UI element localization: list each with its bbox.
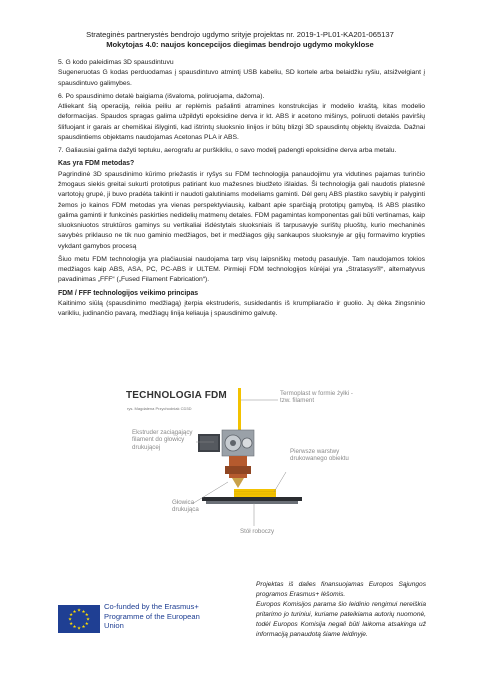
step5-text: Sugeneruotas G kodas perduodamas į spausdintuvo atmintį USB kabeliu, SD kortele arba belaidžiu ryšiu, atsižvelgiant į spausdintuvo galimybes. xyxy=(58,69,425,87)
fdm-paragraph-1: Pagrindinė 3D spausdinimo kūrimo priežastis ir ryšys su FDM technologija panaudojimu yra vidutines pajamas turinčio žmogaus siekis greitai sukurti prototipus patiriant kuo mažesnes biudžeto išlaidas. Ši technologija gali naudotis platesnė vartotojų grupė, ji buvo pradėta taikinti ir naudoti galutiniams modeliams gaminti. Dėl gerų ABS plastiko savybių ir palyginti žemos jo kainos FDM metodas yra vienas perspektyviausių, kalbant apie sparčiąją prototipų gamybą. Iš ABS plastiko galima gaminti ir funkcinės paskirties nedidelių matmenų detales. FDM pagamintas komponentas gali būti vertinamas, kaip sluoksniuotos struktūros gaminys su vertikaliai išdėstytais sluoksniais iš tarpusavyje surištų pluoštų, kurio mechaninės savybės priklauso ne tik nuo gaminio medžiagos, bet ir medžiagos gijų sankaupos sluoksnyje ar gijų formavimo krypties vykdant gamybos procesą xyxy=(58,170,425,250)
svg-text:★: ★ xyxy=(72,625,77,631)
principle-heading: FDM / FFF technologijos veikimo principas xyxy=(58,289,199,297)
svg-text:★: ★ xyxy=(85,617,91,623)
eu-flag-icon xyxy=(58,605,100,633)
svg-text:★: ★ xyxy=(81,609,86,615)
label-table: Stół roboczy xyxy=(240,528,275,535)
filament-strand xyxy=(238,388,241,432)
label-layers: Pierwsze warstwy drukowanego obiektu xyxy=(290,448,349,463)
step6-title: 6. Po spausdinimo detalė baigiama (išvaloma, poliruojama, dažoma). xyxy=(58,92,265,100)
page-header xyxy=(0,30,480,50)
cofunded-text: Co-funded by the Erasmus+ Programme of the European Union xyxy=(104,602,200,631)
label-head: Głowica drukująca xyxy=(172,499,199,514)
step7-text: 7. Galiausiai galima dažyti teptuku, aerografu ar purškikliu, o savo modelį padengti epoksidine derva arba metalu. xyxy=(58,147,397,154)
label-filament: Termoplast w formie żyłki - tzw. filament xyxy=(280,390,353,405)
disclaimer xyxy=(256,580,426,641)
fdm-paragraph-2: Šiuo metu FDM technologija yra plačiausiai naudojama tarp visų laipsniškų metodų pasaulyje. Tam naudojamos tokios medžiagos kaip ABS, ASA, PC, PC-ABS ir ULTEM. Pirmieji FDM technologijos kūrėjai yra „Stratasys®“, alternatyvus pavadinimas „FFF“ („Fused Filament Fabrication“). xyxy=(58,255,425,284)
fdm-heading: Kas yra FDM metodas? xyxy=(58,160,135,168)
svg-text:★: ★ xyxy=(69,613,74,618)
fdm-printer-illustration xyxy=(114,386,364,566)
svg-text:★: ★ xyxy=(81,625,86,631)
printed-layers xyxy=(234,489,276,497)
disclaimer-liability: Europos Komisijos parama šio leidinio rengimui nereiškia pritarimo jo turiniui, kuriame pateikiama autorių nuomonė, todėl Europos Komisija negali būti laikoma atsakinga už informaciją panaudotą šiame leidinyje. xyxy=(256,601,426,639)
main-content xyxy=(58,58,425,320)
principle-text: Kaitinimo siūlą (spausdinimo medžiagą) įterpia ekstruderis, susidedantis iš krumpliaračio ir guolio. Jų dėka žingsninio varikliu, judinančio pavarą, medžiagų linija keliauja į spausdinimo galvutę. xyxy=(58,300,425,318)
svg-text:★: ★ xyxy=(84,613,89,618)
svg-text:★: ★ xyxy=(76,626,82,632)
svg-text:★: ★ xyxy=(84,622,89,627)
svg-text:★: ★ xyxy=(76,608,82,614)
fdm-figure xyxy=(114,386,364,566)
header-project-line: Strateginės partnerystės bendrojo ugdymo srityje projektas nr. 2019-1-PL01-KA201-065137 xyxy=(86,30,394,39)
extruder-bearing xyxy=(242,438,252,448)
figure-title: TECHNOLOGIA FDM xyxy=(126,390,227,401)
svg-text:★: ★ xyxy=(67,617,73,623)
step6-text: Atliekant šią operaciją, reikia peiliu ar replėmis pašalinti atramines konstrukcijas ir modelio kraštą, kitas modelio deformacijas. Spaudos spragas galima užpildyti epoksidine derva ir kt. ABS ir acetono mišinys, poliruoti detalės paviršių šlifuojant ir garais ar chemiškai išlyginti, kad ištrintų sluoksnio linijos ir būtų blizgi 3D spausdintų objektų išvaizda. Dažnai spausdintiems objektams naudojamas Acetonas PLA ir ABS. xyxy=(58,103,425,141)
header-title-line: Mokytojas 4.0: naujos koncepcijos diegimas bendrojo ugdymo mokyklose xyxy=(106,40,374,49)
disclaimer-funding: Projektas iš dalies finansuojamas Europos Sąjungos programos Erasmus+ lėšomis. xyxy=(256,581,426,599)
nozzle xyxy=(232,478,244,488)
page-footer xyxy=(0,578,480,678)
label-extruder: Ekstruder zaciągający filament do głowicy drukującej xyxy=(132,429,193,451)
svg-text:★: ★ xyxy=(72,609,77,615)
step5-title: 5. G kodo paleidimas 3D spausdintuvu xyxy=(58,59,174,66)
svg-text:★: ★ xyxy=(69,622,74,627)
figure-subtitle: rys. Magdalena Przychodniak CD3D xyxy=(127,406,192,411)
